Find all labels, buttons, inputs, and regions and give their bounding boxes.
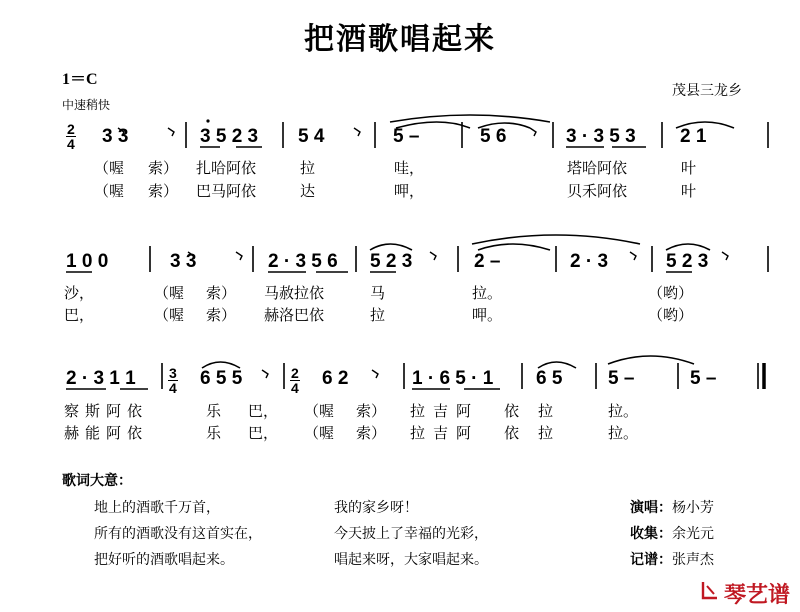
lyric: 索） (206, 284, 237, 302)
measure: 1 0 0 (66, 251, 109, 272)
lyric: 察斯阿依 (64, 402, 149, 420)
credit-label: 演唱： (630, 500, 672, 516)
lyric: 巴， (248, 424, 279, 442)
time-signature-denominator: 4 (291, 380, 299, 396)
slur (608, 356, 694, 364)
measure: 6 2 (322, 368, 349, 389)
credit-collector (630, 523, 714, 543)
grace-mark (722, 252, 728, 260)
lyrics-meaning-line: 今天披上了幸福的光彩， (334, 526, 488, 542)
lyric: 索） (148, 182, 179, 200)
lyric: 叶 (681, 159, 697, 177)
watermark-text: 琴艺谱 (724, 583, 791, 608)
lyric: 拉。 (472, 284, 503, 302)
slur (676, 122, 734, 128)
lyric: 索） (356, 424, 387, 442)
grace-mark (188, 252, 194, 260)
measure: 5 – (393, 126, 420, 147)
slur (538, 362, 576, 368)
measure: 5 4 (298, 126, 325, 147)
lyric: 呷。 (472, 306, 503, 324)
watermark-logo-icon (700, 580, 720, 600)
lyric: 依 (504, 402, 520, 420)
lyric: 拉吉阿 (410, 402, 480, 420)
measure: 3 3 (170, 251, 197, 272)
measure: 1 · 6 5 · 1 (412, 368, 494, 389)
credit-value: 张声杰 (672, 552, 714, 568)
song-title: 把酒歌唱起来 (304, 22, 496, 57)
credit-transcriber (630, 549, 714, 569)
lyric: （喔 (154, 284, 185, 302)
lyric: （喔 (304, 424, 335, 442)
lyric: 拉 (300, 159, 316, 177)
grace-mark (262, 370, 268, 378)
time-signature-numerator: 2 (291, 365, 299, 381)
measure: 3 3 (102, 126, 129, 147)
grace-mark (530, 128, 536, 136)
key-signature: 1＝C (62, 71, 98, 88)
lyric: （喔 (94, 182, 125, 200)
lyric: 索） (356, 402, 387, 420)
lyric: 哇， (394, 159, 425, 177)
lyric: 索） (206, 306, 237, 324)
lyric: 拉吉阿 (410, 424, 480, 442)
grace-mark (630, 252, 636, 260)
slur (478, 123, 530, 128)
lyric: （哟） (648, 306, 694, 324)
credit-value: 余光元 (672, 526, 714, 542)
slur (390, 115, 550, 122)
lyrics-meaning-line: 所有的酒歌没有这首实在， (94, 526, 262, 542)
measure: 6 5 (536, 368, 563, 389)
lyric: 沙， (64, 284, 95, 302)
lyric: 依 (504, 424, 520, 442)
credit-label: 收集： (630, 526, 672, 542)
song-origin: 茂县三龙乡 (672, 83, 742, 99)
lyric: 拉 (538, 424, 554, 442)
slur (396, 122, 470, 128)
credit-label: 记谱： (630, 552, 672, 568)
credit-singer (630, 497, 714, 517)
lyric: 马赦拉依 (264, 284, 325, 302)
lyric: 拉 (538, 402, 554, 420)
time-signature-denominator: 4 (67, 136, 75, 152)
slur (666, 244, 710, 250)
grace-mark (372, 370, 378, 378)
lyric: 扎哈阿依 (196, 159, 257, 177)
lyric: 乐 (206, 424, 222, 442)
slur (370, 244, 412, 250)
lyric: （喔 (154, 306, 185, 324)
lyric: 赫能阿依 (64, 424, 149, 442)
lyrics-meaning-line: 我的家乡呀！ (334, 500, 418, 516)
lyrics-meaning-line: 把好听的酒歌唱起来。 (94, 552, 234, 568)
measure: 2 – (474, 251, 501, 272)
lyric: 索） (148, 159, 179, 177)
lyric: 马 (370, 284, 386, 302)
grace-mark (354, 128, 360, 136)
credit-value: 杨小芳 (672, 500, 714, 516)
lyric: 拉 (370, 306, 386, 324)
lyric: （喔 (94, 159, 125, 177)
measure: 2 1 (680, 126, 707, 147)
lyrics-meaning-line: 地上的酒歌千万首， (94, 500, 220, 516)
measure: 5 6 (480, 126, 507, 147)
measure: 2 · 3 1 1 (66, 368, 136, 389)
slur (478, 244, 550, 250)
lyrics-meaning-heading: 歌词大意： (62, 473, 132, 489)
measure: 2 · 3 (570, 251, 609, 272)
lyric: 巴马阿依 (196, 182, 257, 200)
measure: 5 – (608, 368, 635, 389)
grace-mark (236, 252, 242, 260)
lyric: 塔哈阿依 (567, 159, 628, 177)
lyric: 巴， (248, 402, 279, 420)
lyric: 贝禾阿依 (567, 182, 628, 200)
slur (202, 362, 240, 368)
measure: 5 2 3 (666, 251, 709, 272)
grace-mark (168, 128, 174, 136)
measure: 2 · 3 5 6 (268, 251, 338, 272)
lyric: 乐 (206, 402, 222, 420)
slur (472, 235, 640, 244)
grace-mark (430, 252, 436, 260)
measure: 5 – (690, 368, 717, 389)
time-signature-numerator: 2 (67, 121, 75, 137)
lyric: （哟） (648, 284, 694, 302)
tempo-marking: 中速稍快 (62, 98, 111, 112)
grace-mark (118, 128, 124, 136)
lyrics-meaning-line: 唱起来呀，大家唱起来。 (334, 552, 488, 568)
lyric: 呷， (394, 182, 425, 200)
lyric: （喔 (304, 402, 335, 420)
lyric: 拉。 (608, 402, 639, 420)
octave-dot (206, 119, 209, 122)
time-signature-denominator: 4 (169, 380, 177, 396)
measure: 3 5 2 3 (200, 126, 259, 147)
lyric: 巴， (64, 306, 95, 324)
measure: 5 2 3 (370, 251, 413, 272)
measure: 3 · 3 5 3 (566, 126, 636, 147)
measure: 6 5 5 (200, 368, 243, 389)
lyric: 拉。 (608, 424, 639, 442)
lyric: 达 (300, 182, 316, 200)
time-signature-numerator: 3 (169, 365, 177, 381)
lyric: 叶 (681, 182, 697, 200)
lyric: 赫洛巴依 (264, 306, 325, 324)
